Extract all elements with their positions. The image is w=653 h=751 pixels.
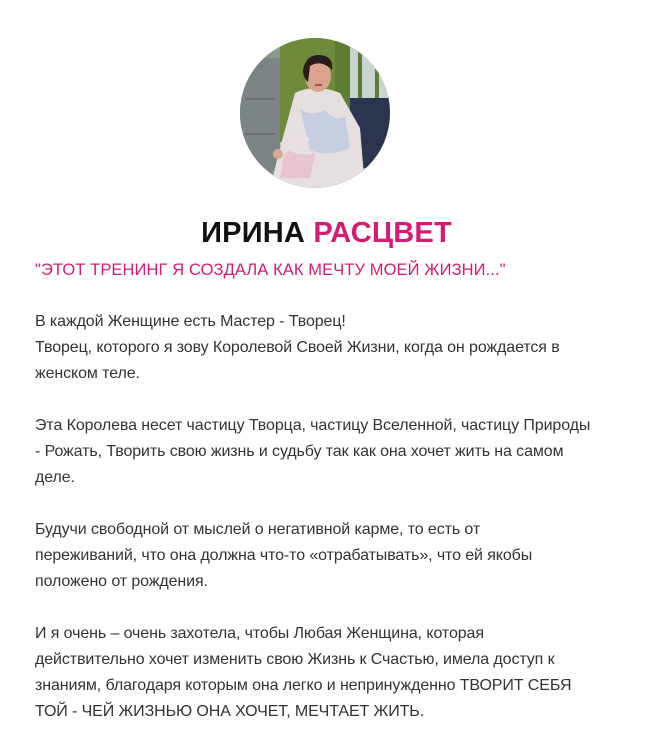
avatar-photo bbox=[240, 38, 390, 188]
text-line: - Рожать, Творить свою жизнь и судьбу так как она хочет жить на самом bbox=[35, 443, 564, 460]
text-line: положено от рождения. bbox=[35, 573, 208, 590]
first-name: ИРИНА bbox=[201, 217, 306, 249]
paragraph bbox=[35, 517, 605, 595]
avatar bbox=[240, 38, 390, 188]
text-line: действительно хочет изменить свою Жизнь к Счастью, имела доступ к bbox=[35, 651, 555, 668]
text-line: Эта Королева несет частицу Творца, частицу Вселенной, частицу Природы bbox=[35, 417, 591, 434]
text-line: деле. bbox=[35, 469, 75, 486]
text-line: знаниям, благодаря которым она легко и непринужденно ТВОРИТ СЕБЯ bbox=[35, 677, 572, 694]
text-line: ТОЙ - ЧЕЙ ЖИЗНЬЮ ОНА ХОЧЕТ, МЕЧТАЕТ ЖИТЬ. bbox=[35, 703, 425, 720]
last-name: РАСЦВЕТ bbox=[313, 217, 452, 249]
body-text bbox=[35, 309, 605, 751]
quote-subtitle: "ЭТОТ ТРЕНИНГ Я СОЗДАЛА КАК МЕЧТУ МОЕЙ ЖИЗНИ..." bbox=[35, 261, 506, 279]
text-line: Будучи свободной от мыслей о негативной карме, то есть от bbox=[35, 521, 481, 538]
paragraph bbox=[35, 413, 605, 491]
page-title bbox=[0, 214, 653, 252]
text-line: В каждой Женщине есть Мастер - Творец! bbox=[35, 313, 346, 330]
paragraph bbox=[35, 309, 605, 387]
paragraph bbox=[35, 621, 605, 725]
text-line: переживаний, что она должна что-то «отрабатывать», что ей якобы bbox=[35, 547, 533, 564]
text-line: Творец, которого я зову Королевой Своей Жизни, когда он рождается в bbox=[35, 339, 560, 356]
text-line: женском теле. bbox=[35, 365, 140, 382]
text-line: И я очень – очень захотела, чтобы Любая Женщина, которая bbox=[35, 625, 484, 642]
